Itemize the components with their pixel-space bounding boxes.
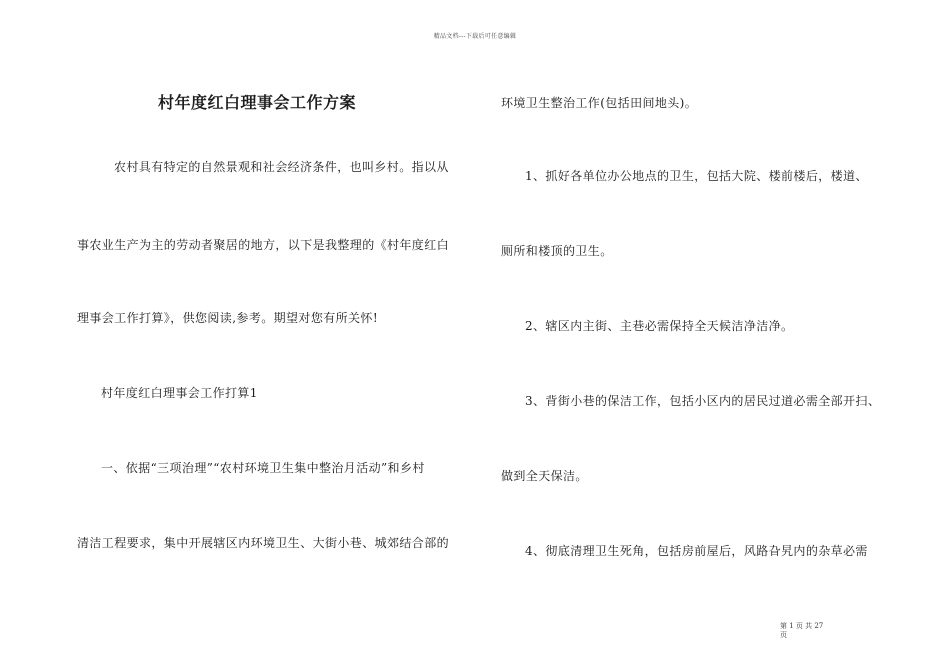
- page-number: [780, 622, 823, 640]
- document-title: 村年度红白理事会工作方案: [158, 93, 357, 112]
- left-paragraph-line-6: 清洁工程要求，集中开展辖区内环境卫生、大街小巷、城郊结合部的: [77, 536, 450, 550]
- right-paragraph-line-6: 做到全天保洁。: [501, 469, 588, 483]
- right-paragraph-line-4: 2、辖区内主街、主巷必需保持全天候洁净洁净。: [525, 319, 794, 333]
- page-number-line-2: 页: [780, 631, 787, 639]
- right-paragraph-line-3: 厕所和楼顶的卫生。: [501, 244, 613, 258]
- page-number-line-1: 第 1 页 共 27: [780, 622, 824, 630]
- right-paragraph-line-2: 1、抓好各单位办公地点的卫生，包括大院、楼前楼后，楼道、: [525, 169, 868, 183]
- left-paragraph-line-3: 理事会工作打算》，供您阅读,参考。期望对您有所关怀!: [77, 311, 379, 325]
- right-paragraph-line-5: 3、背街小巷的保洁工作，包括小区内的居民过道必需全部开扫、: [525, 394, 881, 408]
- page-header-note: 精品文档---下载后可任意编辑: [433, 33, 517, 40]
- right-paragraph-line-7: 4、彻底清理卫生死角，包括房前屋后，风路旮旯内的杂草必需: [525, 544, 868, 558]
- section-heading: 村年度红白理事会工作打算1: [101, 386, 258, 400]
- right-paragraph-line-1: 环境卫生整治工作(包括田间地头)。: [501, 96, 698, 110]
- left-paragraph-line-2: 事农业生产为主的劳动者聚居的地方，以下是我整理的《村年度红白: [77, 238, 450, 252]
- left-paragraph-line-5: 一、依据“三项治理”“农村环境卫生集中整治月活动”和乡村: [101, 461, 425, 475]
- left-paragraph-line-1: 农村具有特定的自然景观和社会经济条件，也叫乡村。指以从: [114, 160, 449, 174]
